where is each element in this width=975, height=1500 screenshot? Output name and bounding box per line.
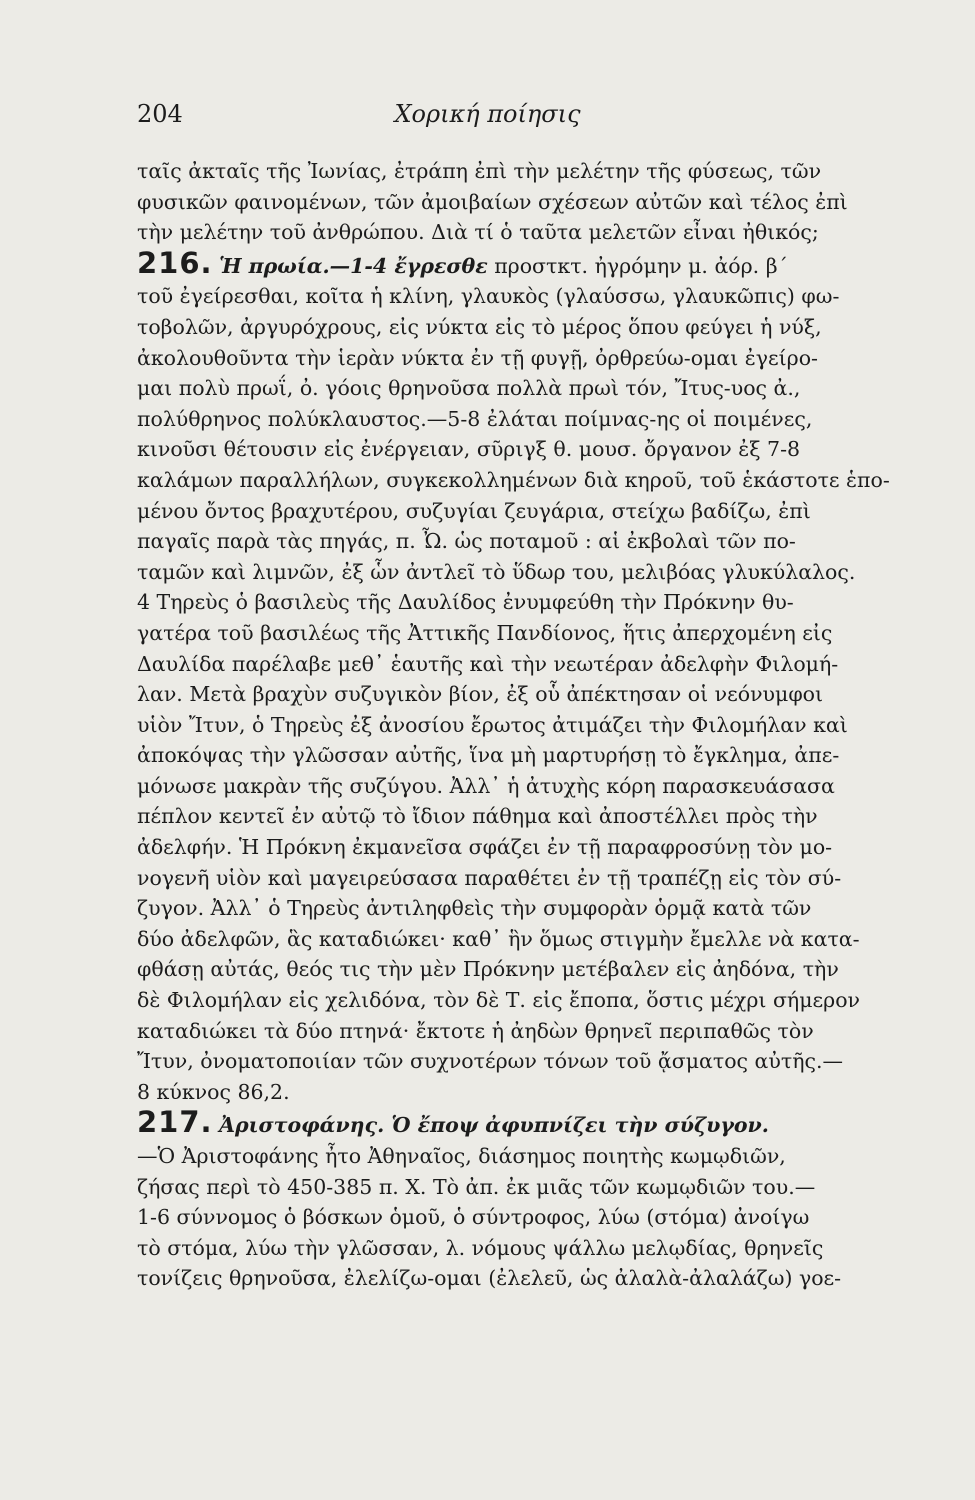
- text-line: 1-6 σύννομος ὁ βόσκων ὁμοῦ, ὁ σύντροφος, λύω (στόμα) ἀνοίγω: [137, 1205, 810, 1230]
- text-line: ἀδελφήν. Ἡ Πρόκνη ἐκμανεῖσα σφάζει ἐν τῇ παραφροσύνῃ τὸν μο-: [137, 835, 833, 860]
- text-line: ἀκολουθοῦντα τὴν ἱερὰν νύκτα ἐν τῇ φυγῇ, ὀρθρεύω-ομαι ἐγείρο-: [137, 345, 818, 370]
- page-header: [0, 100, 975, 136]
- text-line: Δαυλίδα παρέλαβε μεθ᾽ ἑαυτῆς καὶ τὴν νεωτέραν ἀδελφὴν Φιλομή-: [137, 651, 839, 676]
- section-heading-rest: προστκτ. ἠγρόμην μ. ἀόρ. β΄: [487, 253, 788, 278]
- text-line: φυσικῶν φαινομένων, τῶν ἀμοιβαίων σχέσεων αὐτῶν καὶ τέλος ἐπὶ: [137, 189, 848, 214]
- text-line: ταμῶν καὶ λιμνῶν, ἐξ ὧν ἀντλεῖ τὸ ὕδωρ του, μελιβόας γλυκύλαλος.: [137, 559, 856, 584]
- text-line: τὴν μελέτην τοῦ ἀνθρώπου. Διὰ τί ὁ ταῦτα μελετῶν εἶναι ἠθικός;: [137, 220, 819, 245]
- text-line: καταδιώκει τὰ δύο πτηνά· ἔκτοτε ἡ ἀηδὼν θρηνεῖ περιπαθῶς τὸν: [137, 1018, 814, 1043]
- section-heading: Ἀριστοφάνης. Ὁ ἔποψ ἀφυπνίζει τὴν σύζυγον.: [219, 1113, 769, 1138]
- text-line: 4 Τηρεὺς ὁ βασιλεὺς τῆς Δαυλίδος ἐνυμφεύθη τὴν Πρόκνην θυ-: [137, 590, 794, 615]
- text-line: μόνωσε μακρὰν τῆς συζύγου. Ἀλλ᾽ ἡ ἀτυχὴς κόρη παρασκευάσασα: [137, 773, 835, 798]
- body-text: [137, 156, 893, 1294]
- text-line: Ἴτυν, ὀνοματοποιίαν τῶν συχνοτέρων τόνων τοῦ ᾄσματος αὐτῆς.—: [137, 1049, 843, 1074]
- text-line: δὲ Φιλομήλαν εἰς χελιδόνα, τὸν δὲ Τ. εἰς ἔποπα, ὅστις μέχρι σήμερον: [137, 988, 861, 1013]
- text-line: νογενῆ υἱὸν καὶ μαγειρεύσασα παραθέτει ἐν τῇ τραπέζῃ εἰς τὸν σύ-: [137, 865, 842, 890]
- text-line: ζήσας περὶ τὸ 450-385 π. Χ. Τὸ ἀπ. ἐκ μιᾶς τῶν κωμῳδιῶν του.—: [137, 1174, 816, 1199]
- text-line: παγαῖς παρὰ τὰς πηγάς, π. Ὦ. ὡς ποταμοῦ : αἱ ἐκβολαὶ τῶν πο-: [137, 529, 796, 554]
- text-line: δύο ἀδελφῶν, ἃς καταδιώκει· καθ᾽ ἣν ὅμως στιγμὴν ἔμελλε νὰ κατα-: [137, 926, 860, 951]
- section-217: [137, 1107, 893, 1294]
- text-line: καλάμων παραλλήλων, συγκεκολλημένων διὰ κηροῦ, τοῦ ἑκάστοτε ἑπο-: [137, 467, 890, 492]
- section-number: 217.: [137, 1105, 213, 1140]
- paragraph-continuation: [137, 156, 893, 248]
- text-line: μαι πολὺ πρωΐ, ὀ. γόοις θρηνοῦσα πολλὰ πρωὶ τόν, Ἴτυς-υος ἀ.,: [137, 376, 801, 401]
- text-line: ζυγον. Ἀλλ᾽ ὁ Τηρεὺς ἀντιληφθεὶς τὴν συμφορὰν ὁρμᾷ κατὰ τῶν: [137, 896, 812, 921]
- section-number: 216.: [137, 245, 213, 280]
- text-line: —Ὁ Ἀριστοφάνης ἦτο Ἀθηναῖος, διάσημος ποιητὴς κωμῳδιῶν,: [137, 1144, 786, 1168]
- text-line: μένου ὄντος βραχυτέρου, συζυγίαι ζευγάρια, στείχω βαδίζω, ἐπὶ: [137, 498, 811, 523]
- text-line: πολύθρηνος πολύκλαυστος.—5-8 ἐλάται ποίμνας-ης οἱ ποιμένες,: [137, 406, 813, 431]
- text-line: τοῦ ἐγείρεσθαι, κοῖτα ἡ κλίνη, γλαυκὸς (γλαύσσω, γλαυκῶπις) φω-: [137, 284, 840, 309]
- section-216-note-4: [137, 587, 893, 1107]
- text-line: ἀποκόψας τὴν γλῶσσαν αὐτῆς, ἵνα μὴ μαρτυρήσῃ τὸ ἔγκλημα, ἀπε-: [137, 743, 840, 768]
- text-line: τονίζεις θρηνοῦσα, ἐλελίζω-ομαι (ἐλελεῦ, ὡς ἀλαλὰ-ἀλαλάζω) γοε-: [137, 1266, 842, 1291]
- text-line: κινοῦσι θέτουσιν εἰς ἐνέργειαν, σῦριγξ θ. μουσ. ὄργανον ἐξ 7-8: [137, 437, 801, 462]
- section-heading-line: [137, 1107, 893, 1141]
- text-line: γατέρα τοῦ βασιλέως τῆς Ἀττικῆς Πανδίονος, ἥτις ἀπερχομένη εἰς: [137, 620, 833, 645]
- section-heading-line: [137, 245, 893, 282]
- text-line: ταῖς ἀκταῖς τῆς Ἰωνίας, ἐτράπη ἐπὶ τὴν μελέτην τῆς φύσεως, τῶν: [137, 159, 822, 183]
- text-line: υἱὸν Ἴτυν, ὁ Τηρεὺς ἐξ ἀνοσίου ἔρωτος ἀτιμάζει τὴν Φιλομήλαν καὶ: [137, 712, 848, 737]
- text-line: 8 κύκνος 86,2.: [137, 1079, 290, 1104]
- text-line: φθάσῃ αὐτάς, θεός τις τὴν μὲν Πρόκνην μετέβαλεν εἰς ἀηδόνα, τὴν: [137, 957, 839, 982]
- text-line: λαν. Μετὰ βραχὺν συζυγικὸν βίον, ἐξ οὗ ἀπέκτησαν οἱ νεόνυμφοι: [137, 682, 824, 707]
- text-line: πέπλον κεντεῖ ἐν αὐτῷ τὸ ἴδιον πάθημα καὶ ἀποστέλλει πρὸς τὴν: [137, 804, 818, 829]
- section-heading: Ἡ πρωία.—1-4 ἔγρεσθε: [219, 253, 488, 278]
- text-line: τὸ στόμα, λύω τὴν γλῶσσαν, λ. νόμους ψάλλω μελῳδίας, θρηνεῖς: [137, 1235, 824, 1260]
- page-number: 204: [137, 100, 183, 128]
- section-216: [137, 245, 893, 588]
- running-title: Χορική ποίησις: [394, 100, 581, 128]
- text-line: τοβολῶν, ἀργυρόχρους, εἰς νύκτα εἰς τὸ μέρος ὅπου φεύγει ἡ νύξ,: [137, 314, 822, 339]
